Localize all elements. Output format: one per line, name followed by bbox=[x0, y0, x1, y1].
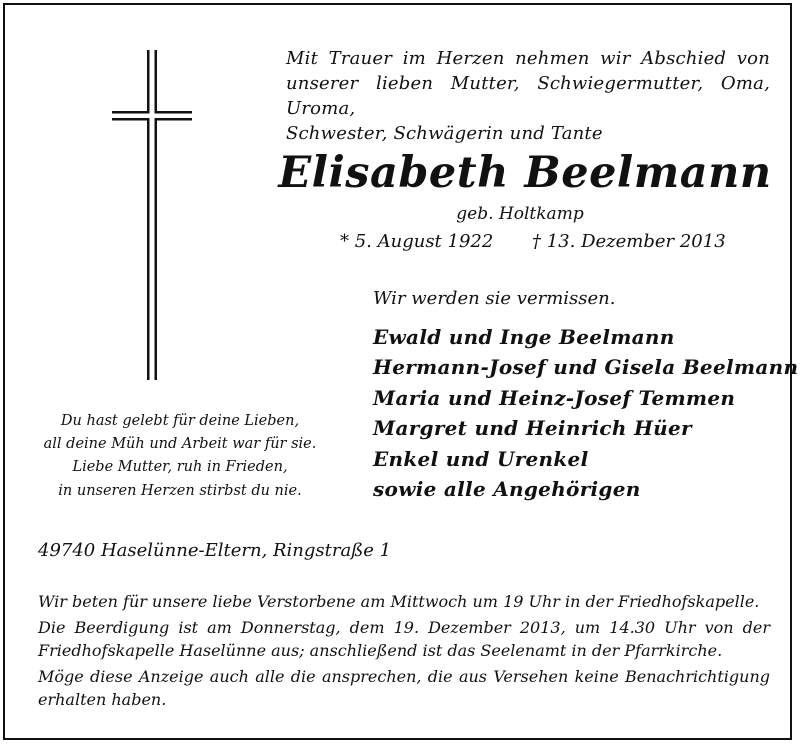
address: 49740 Haselünne-Eltern, Ringstraße 1 bbox=[38, 540, 392, 561]
intro-line: Schwester, Schwägerin und Tante bbox=[286, 123, 603, 144]
poem-line: Liebe Mutter, ruh in Frieden, bbox=[72, 459, 288, 476]
family-member: Margret und Heinrich Hüer bbox=[373, 416, 692, 441]
intro-line: Mit Trauer im Herzen nehmen wir Abschied von bbox=[286, 48, 770, 69]
intro-text bbox=[286, 46, 770, 146]
death-date: † 13. Dezember 2013 bbox=[532, 231, 726, 252]
deceased-name: Elisabeth Beelmann bbox=[278, 148, 772, 198]
poem-line: all deine Müh und Arbeit war für sie. bbox=[43, 436, 317, 453]
birth-date: * 5. August 1922 bbox=[340, 231, 494, 252]
family-member: Enkel und Urenkel bbox=[373, 446, 589, 471]
note-funeral: Die Beerdigung ist am Donnerstag, dem 19. Dezember 2013, um 14.30 Uhr von der Friedhofskapelle Haselünne aus; anschließend ist das Seelenamt in der Pfarrkirche. bbox=[38, 617, 770, 660]
family-member: Ewald und Inge Beelmann bbox=[373, 325, 675, 349]
family-member: Hermann-Josef und Gisela Beelmann bbox=[373, 355, 799, 380]
note-notification: Möge diese Anzeige auch alle die ansprechen, die aus Versehen keine Benachrichtigung erhalten haben. bbox=[38, 666, 770, 709]
cross-icon bbox=[112, 50, 192, 380]
intro-line: unserer lieben Mutter, Schwiegermutter, Oma, Uroma, bbox=[286, 73, 770, 119]
family-member: sowie alle Angehörigen bbox=[373, 477, 641, 502]
poem-line: Du hast gelebt für deine Lieben, bbox=[60, 413, 300, 429]
birth-name: geb. Holtkamp bbox=[456, 204, 584, 224]
miss-line: Wir werden sie vermissen. bbox=[373, 288, 616, 309]
notes bbox=[38, 590, 770, 714]
poem-line: in unseren Herzen stirbst du nie. bbox=[58, 482, 302, 499]
family-list bbox=[373, 322, 798, 504]
note-service: Wir beten für unsere liebe Verstorbene am Mittwoch um 19 Uhr in der Friedhofskapelle. bbox=[38, 592, 760, 611]
family-member: Maria und Heinz-Josef Temmen bbox=[373, 385, 736, 410]
poem bbox=[25, 410, 335, 503]
